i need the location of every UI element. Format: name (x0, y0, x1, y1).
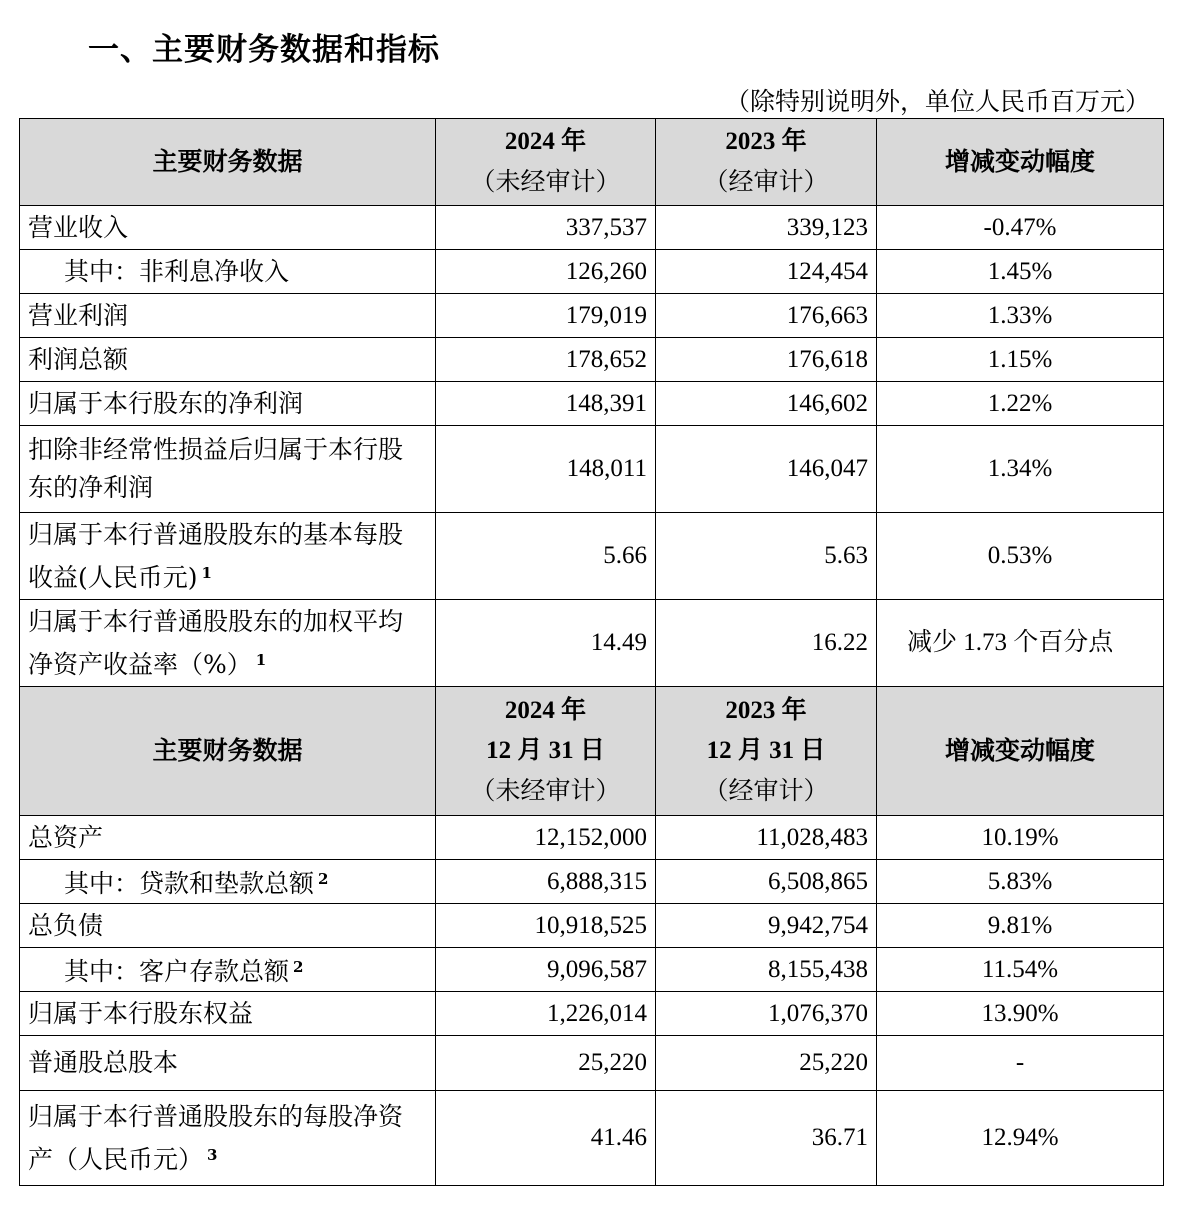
change-value: 12.94% (877, 1091, 1164, 1186)
row-label-cell (20, 513, 436, 600)
value-2024: 9,096,587 (436, 948, 656, 992)
value-2023: 176,663 (656, 294, 877, 338)
table-row (20, 382, 1164, 426)
footnote-marker: 3 (207, 1145, 218, 1164)
row-label-cell (20, 948, 436, 992)
change-value: 13.90% (877, 992, 1164, 1036)
footnote-marker: 2 (318, 870, 329, 888)
table-row (20, 600, 1164, 687)
row-label: 总资产 (20, 816, 436, 860)
value-2023: 9,942,754 (656, 904, 877, 948)
value-2024: 41.46 (436, 1091, 656, 1186)
header-year-2023: 2023 年 (725, 697, 807, 724)
change-value: 1.33% (877, 294, 1164, 338)
value-2023: 146,602 (656, 382, 877, 426)
value-2024: 6,888,315 (436, 860, 656, 904)
change-value: 1.22% (877, 382, 1164, 426)
row-label: 归属于本行股东权益 (20, 992, 436, 1036)
row-label: 其中：客户存款总额 (64, 957, 290, 986)
value-2023: 8,155,438 (656, 948, 877, 992)
value-2023: 36.71 (656, 1091, 877, 1186)
header-col-change: 增减变动幅度 (877, 687, 1164, 816)
value-2024: 126,260 (436, 250, 656, 294)
header-date-2023: 12 月 31 日 (706, 737, 826, 764)
row-label: 利润总额 (20, 338, 436, 382)
change-value: - (877, 1036, 1164, 1091)
table-row (20, 816, 1164, 860)
value-2024: 14.49 (436, 600, 656, 687)
table-row (20, 426, 1164, 513)
value-2023: 124,454 (656, 250, 877, 294)
value-2024: 12,152,000 (436, 816, 656, 860)
value-2024: 178,652 (436, 338, 656, 382)
change-value: 10.19% (877, 816, 1164, 860)
header-col-2024 (436, 119, 656, 206)
value-2023: 16.22 (656, 600, 877, 687)
change-value: 1.15% (877, 338, 1164, 382)
value-2024: 337,537 (436, 206, 656, 250)
row-label: 其中：贷款和垫款总额 (64, 869, 315, 898)
header-col-change: 增减变动幅度 (877, 119, 1164, 206)
unit-note: （除特别说明外，单位人民币百万元） (724, 87, 1150, 116)
table-row (20, 206, 1164, 250)
value-2023: 1,076,370 (656, 992, 877, 1036)
change-value: 9.81% (877, 904, 1164, 948)
value-2024: 179,019 (436, 294, 656, 338)
value-2023: 11,028,483 (656, 816, 877, 860)
row-label: 归属于本行股东的净利润 (20, 382, 436, 426)
row-label: 归属于本行普通股股东的每股净资产（人民币元） (28, 1101, 404, 1174)
value-2023: 5.63 (656, 513, 877, 600)
header-col-item: 主要财务数据 (20, 687, 436, 816)
header-col-2023 (656, 687, 877, 816)
row-label-cell (20, 1091, 436, 1186)
header-col-2023 (656, 119, 877, 206)
footnote-marker: 1 (201, 563, 212, 582)
table-row (20, 948, 1164, 992)
change-value: 减少 1.73 个百分点 (877, 600, 1164, 687)
row-label-cell (20, 860, 436, 904)
value-2024: 1,226,014 (436, 992, 656, 1036)
header-date-2024: 12 月 31 日 (486, 737, 605, 764)
row-label-cell (20, 600, 436, 687)
table-row (20, 1091, 1164, 1186)
table-header-row (20, 119, 1164, 206)
header-col-item: 主要财务数据 (20, 119, 436, 206)
value-2024: 5.66 (436, 513, 656, 600)
table-header-row (20, 687, 1164, 816)
header-status-2023: （经审计） (703, 776, 829, 805)
row-label: 归属于本行普通股股东的基本每股收益(人民币元) (28, 519, 404, 592)
value-2023: 176,618 (656, 338, 877, 382)
row-label: 扣除非经常性损益后归属于本行股东的净利润 (20, 426, 436, 513)
change-value: 11.54% (877, 948, 1164, 992)
table-row (20, 1036, 1164, 1091)
value-2024: 148,391 (436, 382, 656, 426)
row-label: 归属于本行普通股股东的加权平均净资产收益率（%） (28, 606, 404, 679)
header-col-2024 (436, 687, 656, 816)
table-row (20, 250, 1164, 294)
change-value: 5.83% (877, 860, 1164, 904)
row-label: 营业利润 (20, 294, 436, 338)
table-row (20, 513, 1164, 600)
value-2024: 10,918,525 (436, 904, 656, 948)
footnote-marker: 2 (293, 958, 304, 976)
table-row (20, 338, 1164, 382)
change-value: 0.53% (877, 513, 1164, 600)
row-label: 普通股总股本 (20, 1036, 436, 1091)
change-value: 1.34% (877, 426, 1164, 513)
section-heading: 一、主要财务数据和指标 (88, 32, 440, 68)
table-row (20, 992, 1164, 1036)
header-status-2023: （经审计） (703, 167, 829, 196)
value-2023: 6,508,865 (656, 860, 877, 904)
change-value: -0.47% (877, 206, 1164, 250)
table-row (20, 904, 1164, 948)
row-label: 其中：非利息净收入 (20, 250, 436, 294)
header-status-2024: （未经审计） (470, 167, 621, 196)
header-status-2024: （未经审计） (470, 776, 621, 805)
table-row (20, 294, 1164, 338)
change-value: 1.45% (877, 250, 1164, 294)
header-year-2023: 2023 年 (725, 128, 807, 155)
row-label: 营业收入 (20, 206, 436, 250)
footnote-marker: 1 (255, 650, 267, 669)
header-year-2024: 2024 年 (504, 128, 587, 155)
row-label: 总负债 (20, 904, 436, 948)
value-2024: 148,011 (436, 426, 656, 513)
value-2023: 25,220 (656, 1036, 877, 1091)
value-2023: 339,123 (656, 206, 877, 250)
financial-data-table (19, 118, 1164, 1186)
value-2024: 25,220 (436, 1036, 656, 1091)
header-year-2024: 2024 年 (504, 697, 587, 724)
value-2023: 146,047 (656, 426, 877, 513)
table-row (20, 860, 1164, 904)
